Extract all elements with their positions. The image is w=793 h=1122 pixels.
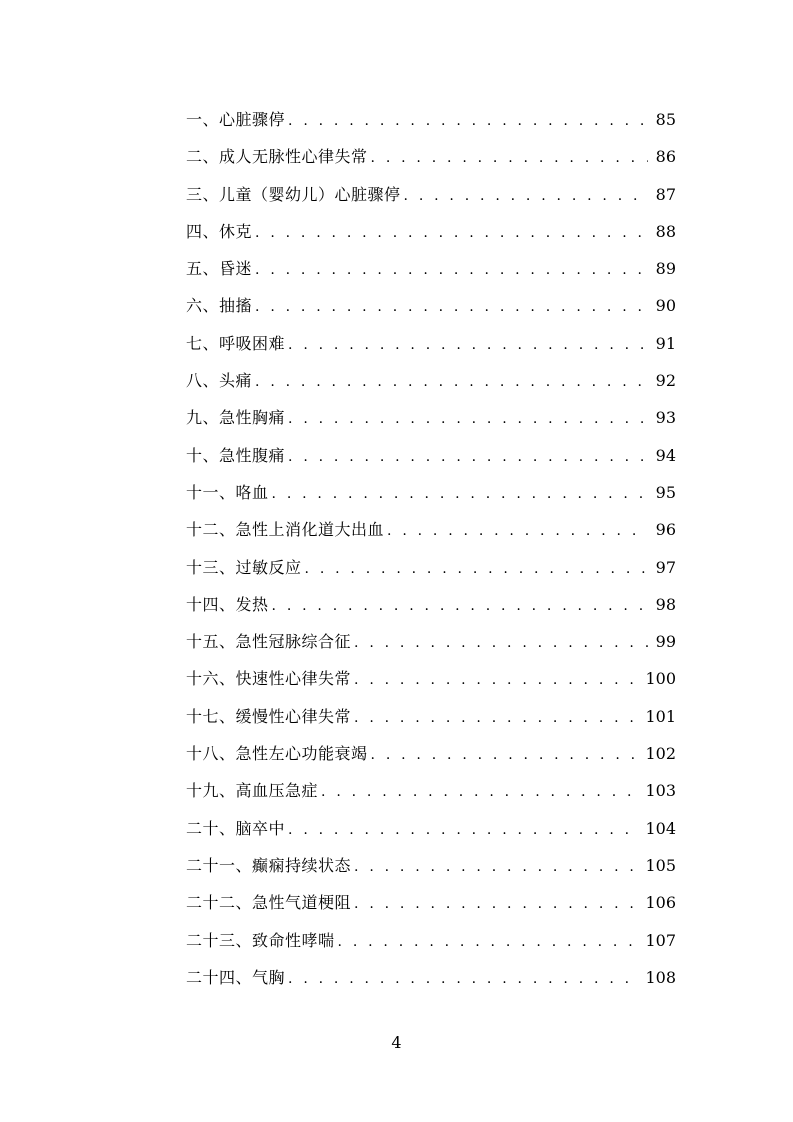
toc-dot-leader: [255, 217, 648, 249]
toc-entry-title: 二十、脑卒中: [186, 818, 286, 838]
toc-dot-leader: [288, 814, 641, 846]
toc-entry-title: 十三、过敏反应: [186, 557, 302, 577]
toc-entry-title: 十二、急性上消化道大出血: [186, 520, 385, 540]
toc-dot-leader: [288, 105, 648, 137]
toc-entry-page-number: 89: [655, 259, 676, 279]
toc-entry-page-number: 107: [645, 930, 676, 950]
toc-entry-page-number: 93: [655, 408, 676, 428]
toc-entry[interactable]: [186, 104, 676, 141]
toc-entry-title: 八、头痛: [186, 371, 253, 391]
toc-entry[interactable]: [186, 626, 676, 663]
toc-dot-leader: [371, 142, 648, 174]
toc-dot-leader: [255, 366, 648, 398]
toc-entry[interactable]: [186, 701, 676, 738]
toc-dot-leader: [338, 926, 642, 958]
toc-entry-page-number: 88: [655, 221, 676, 241]
toc-entry[interactable]: [186, 552, 676, 589]
toc-dot-leader: [404, 180, 648, 212]
toc-entry-title: 九、急性胸痛: [186, 408, 286, 428]
toc-entry[interactable]: [186, 365, 676, 402]
toc-entry-title: 五、昏迷: [186, 259, 253, 279]
toc-dot-leader: [387, 515, 648, 547]
table-of-contents: [186, 104, 676, 999]
toc-entry-title: 六、抽搐: [186, 296, 253, 316]
toc-entry-page-number: 106: [645, 893, 676, 913]
toc-entry[interactable]: [186, 216, 676, 253]
toc-entry-title: 一、心脏骤停: [186, 110, 286, 129]
toc-dot-leader: [255, 254, 648, 286]
toc-dot-leader: [288, 329, 648, 361]
toc-dot-leader: [272, 590, 648, 622]
toc-entry-title: 七、呼吸困难: [186, 333, 286, 353]
page-number: 4: [391, 1033, 402, 1052]
toc-entry-page-number: 102: [645, 744, 676, 764]
toc-entry[interactable]: [186, 440, 676, 477]
toc-entry-title: 二十二、急性气道梗阻: [186, 893, 352, 913]
toc-entry[interactable]: [186, 589, 676, 626]
toc-entry-title: 十七、缓慢性心律失常: [186, 706, 352, 726]
toc-entry-title: 三、儿童（婴幼儿）心脏骤停: [186, 184, 401, 204]
toc-dot-leader: [255, 291, 648, 323]
toc-entry-title: 十六、快速性心律失常: [186, 669, 352, 689]
toc-entry[interactable]: [186, 477, 676, 514]
toc-entry-title: 二十四、气胸: [186, 967, 286, 987]
toc-dot-leader: [305, 553, 648, 585]
toc-entry-title: 十五、急性冠脉综合征: [186, 632, 352, 652]
toc-entry[interactable]: [186, 179, 676, 216]
toc-entry-title: 十、急性腹痛: [186, 445, 286, 465]
toc-entry[interactable]: [186, 850, 676, 887]
toc-entry[interactable]: [186, 738, 676, 775]
toc-entry[interactable]: [186, 514, 676, 551]
toc-entry-page-number: 92: [655, 371, 676, 391]
toc-dot-leader: [354, 851, 641, 883]
toc-entry-page-number: 86: [655, 147, 676, 167]
toc-entry-page-number: 95: [655, 482, 676, 502]
toc-entry-page-number: 99: [655, 632, 676, 652]
toc-entry[interactable]: [186, 663, 676, 700]
toc-entry-page-number: 98: [655, 594, 676, 614]
toc-entry-page-number: 94: [655, 445, 676, 465]
toc-entry[interactable]: [186, 141, 676, 178]
toc-entry[interactable]: [186, 402, 676, 439]
toc-dot-leader: [321, 776, 641, 808]
toc-dot-leader: [371, 739, 642, 771]
toc-entry-page-number: 108: [645, 967, 676, 987]
toc-entry-page-number: 104: [645, 818, 676, 838]
toc-entry[interactable]: [186, 925, 676, 962]
toc-dot-leader: [354, 627, 648, 659]
toc-dot-leader: [354, 664, 641, 696]
toc-entry-title: 十一、咯血: [186, 482, 269, 502]
toc-entry-title: 十九、高血压急症: [186, 781, 319, 801]
toc-dot-leader: [354, 888, 641, 920]
toc-entry-page-number: 85: [655, 110, 676, 129]
toc-dot-leader: [288, 441, 648, 473]
toc-entry-page-number: 87: [655, 184, 676, 204]
toc-entry-page-number: 96: [655, 520, 676, 540]
toc-entry-page-number: 91: [655, 333, 676, 353]
toc-entry-page-number: 100: [645, 669, 676, 689]
toc-entry-title: 十八、急性左心功能衰竭: [186, 744, 368, 764]
toc-entry-title: 二、成人无脉性心律失常: [186, 147, 368, 167]
toc-dot-leader: [288, 963, 641, 995]
toc-entry-page-number: 103: [645, 781, 676, 801]
toc-entry-page-number: 105: [645, 855, 676, 875]
toc-entry[interactable]: [186, 290, 676, 327]
toc-entry[interactable]: [186, 775, 676, 812]
toc-entry-page-number: 97: [655, 557, 676, 577]
toc-dot-leader: [354, 702, 641, 734]
toc-entry-title: 二十一、癫痫持续状态: [186, 855, 352, 875]
toc-entry-title: 二十三、致命性哮喘: [186, 930, 335, 950]
toc-entry[interactable]: [186, 813, 676, 850]
toc-entry-title: 四、休克: [186, 221, 253, 241]
toc-entry-page-number: 101: [645, 706, 676, 726]
toc-entry[interactable]: [186, 962, 676, 999]
toc-entry[interactable]: [186, 253, 676, 290]
toc-entry[interactable]: [186, 887, 676, 924]
toc-dot-leader: [272, 478, 648, 510]
toc-dot-leader: [288, 403, 648, 435]
toc-entry[interactable]: [186, 328, 676, 365]
toc-entry-page-number: 90: [655, 296, 676, 316]
toc-entry-title: 十四、发热: [186, 594, 269, 614]
